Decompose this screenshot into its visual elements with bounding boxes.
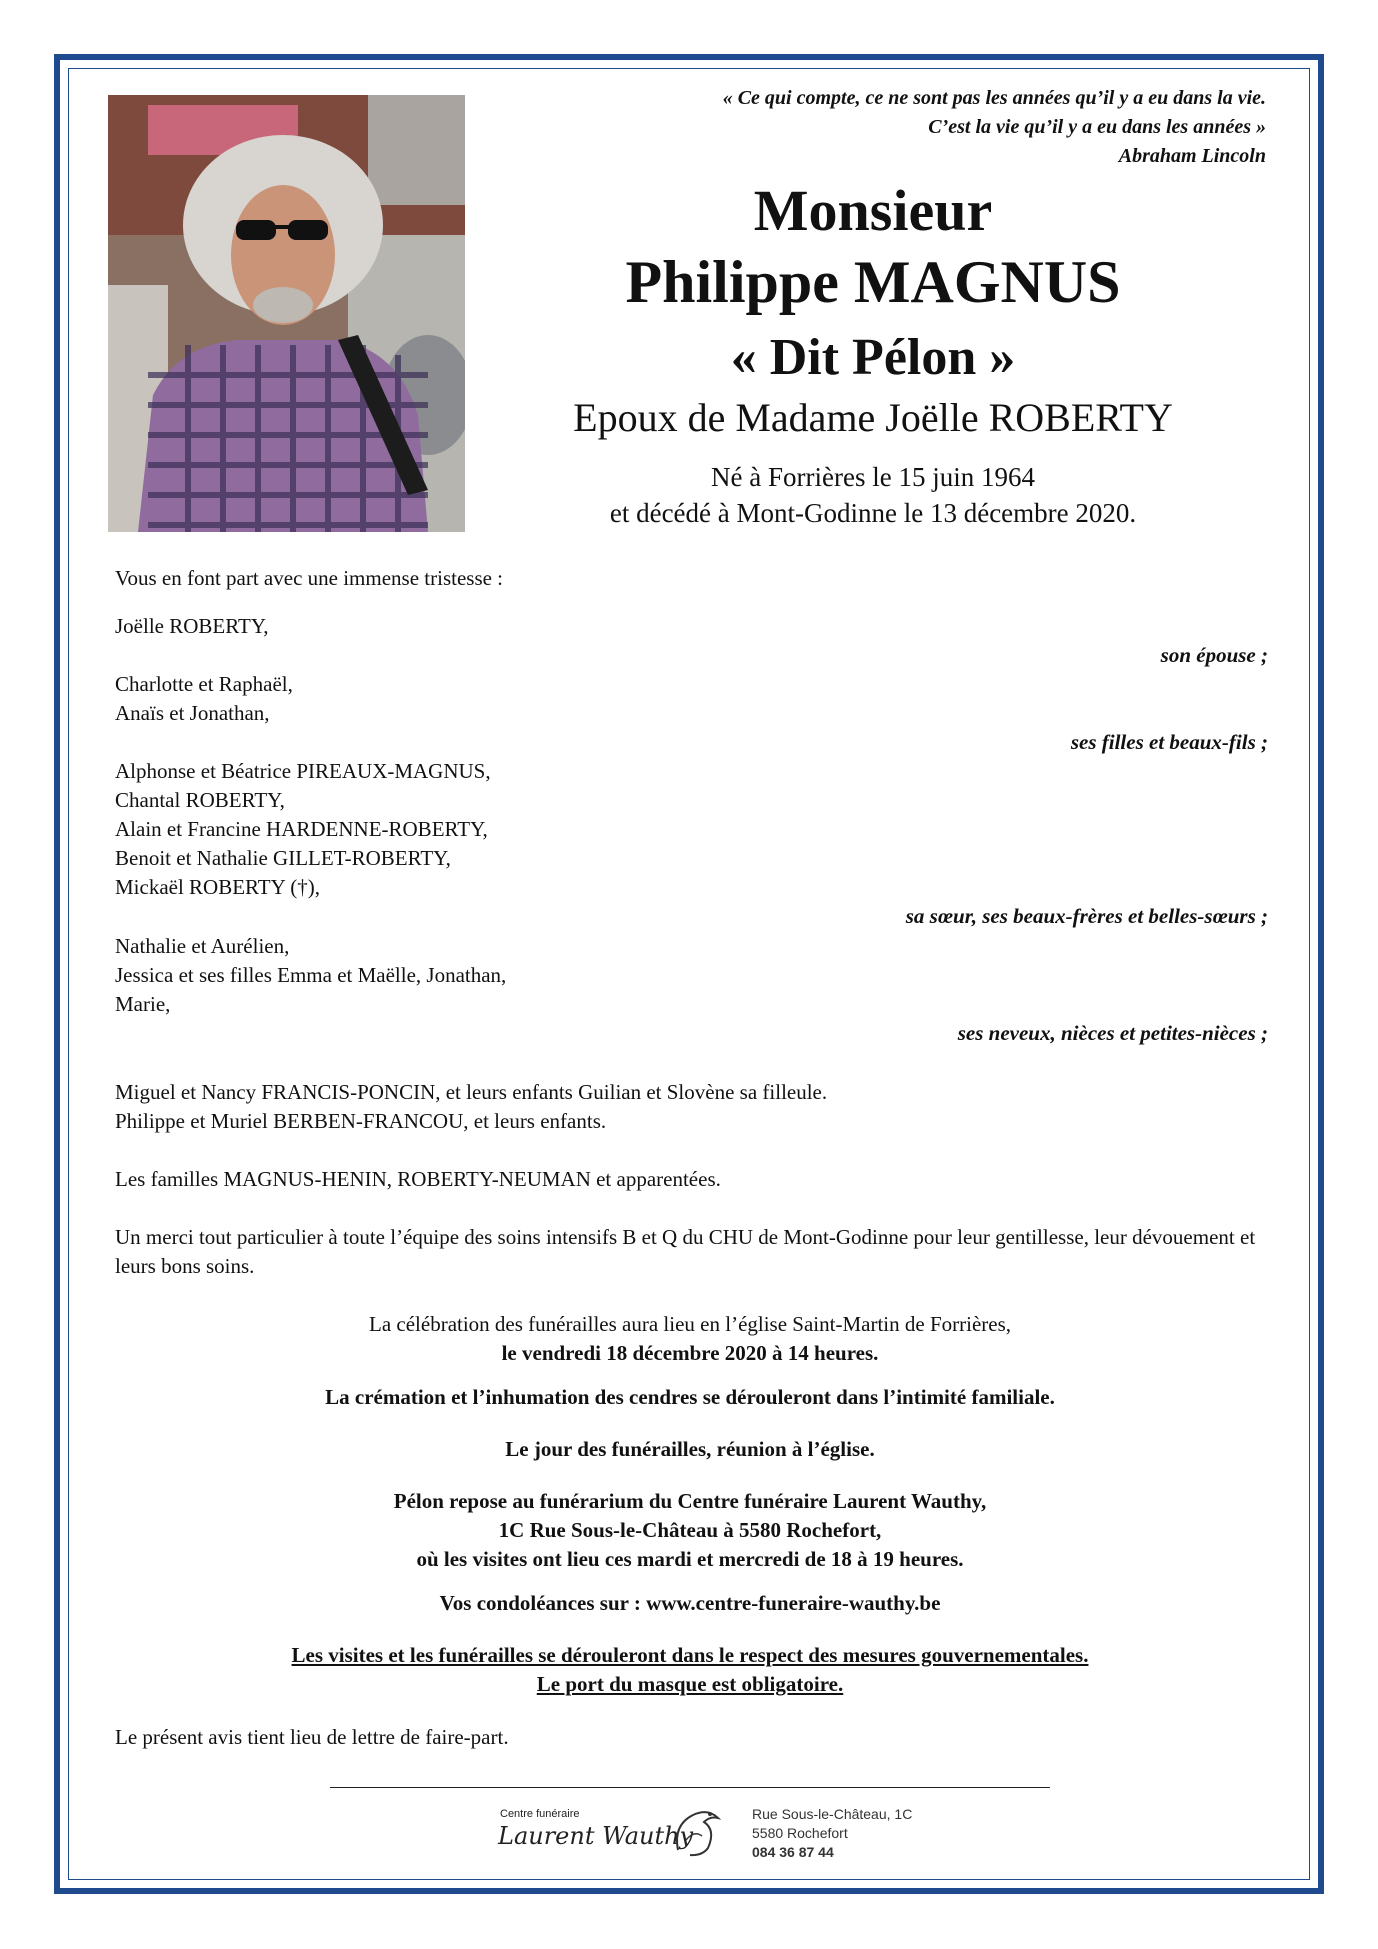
closing-line: Le présent avis tient lieu de lettre de faire-part. — [115, 1725, 509, 1749]
footer-address — [752, 1805, 912, 1862]
spouse-line: Epoux de Madame Joëlle ROBERTY — [573, 395, 1173, 440]
family-name: Anaïs et Jonathan, — [115, 701, 270, 725]
friends-line: Philippe et Muriel BERBEN-FRANCOU, et leurs enfants. — [115, 1109, 607, 1133]
family-name: Alain et Francine HARDENNE-ROBERTY, — [115, 817, 488, 841]
funerarium-line: 1C Rue Sous-le-Château à 5580 Rochefort, — [498, 1518, 882, 1542]
thanks-paragraph: Un merci tout particulier à toute l’équipe des soins intensifs B et Q du CHU de Mont-Godinne pour leur gentillesse, leur dévouement et leurs bons soins. — [115, 1225, 1256, 1278]
funerarium-block — [115, 1487, 1265, 1574]
relation-label: son épouse ; — [1160, 643, 1268, 667]
relation-label: sa sœur, ses beaux-frères et belles-sœurs ; — [905, 904, 1268, 928]
intro-text: Vous en font part avec une immense tristesse : — [115, 566, 504, 590]
birth-line: Né à Forrières le 15 juin 1964 — [711, 462, 1035, 492]
bird-logo-icon — [668, 1800, 726, 1860]
portrait-photo — [108, 95, 465, 532]
honorific: Monsieur — [753, 178, 993, 243]
relation-label: ses neveux, nièces et petites-nièces ; — [957, 1021, 1268, 1045]
death-line: et décédé à Mont-Godinne le 13 décembre 2020. — [609, 498, 1137, 528]
notice-line: Les visites et les funérailles se dérouleront dans le respect des mesures gouvernementales. — [291, 1643, 1089, 1667]
address-line: Rue Sous-le-Château, 1C — [752, 1806, 913, 1822]
family-name: Marie, — [115, 992, 171, 1016]
phone-number: 084 36 87 44 — [752, 1844, 834, 1860]
condolences-line: Vos condoléances sur : www.centre-funeraire-wauthy.be — [439, 1591, 941, 1615]
address-line: 5580 Rochefort — [752, 1825, 848, 1841]
family-name: Chantal ROBERTY, — [115, 788, 285, 812]
notice-block — [115, 1641, 1265, 1699]
family-name: Alphonse et Béatrice PIREAUX-MAGNUS, — [115, 759, 491, 783]
family-name: Joëlle ROBERTY, — [115, 614, 269, 638]
family-name: Nathalie et Aurélien, — [115, 934, 290, 958]
dates-block — [480, 459, 1266, 531]
family-name: Benoit et Nathalie GILLET-ROBERTY, — [115, 846, 451, 870]
quote-line-1: « Ce qui compte, ce ne sont pas les années qu’il y a eu dans la vie. — [722, 87, 1266, 109]
nickname: « Dit Pélon » — [730, 329, 1016, 386]
ceremony-line: La célébration des funérailles aura lieu en l’église Saint-Martin de Forrières, — [369, 1312, 1011, 1336]
family-name: Mickaël ROBERTY (†), — [115, 875, 321, 899]
family-name: Charlotte et Raphaël, — [115, 672, 293, 696]
friends-line: Miguel et Nancy FRANCIS-PONCIN, et leurs enfants Guilian et Slovène sa filleule. — [115, 1080, 828, 1104]
funerarium-line: où les visites ont lieu ces mardi et mercredi de 18 à 19 heures. — [416, 1547, 964, 1571]
ceremony-date: le vendredi 18 décembre 2020 à 14 heures. — [501, 1341, 879, 1365]
signature-divider — [330, 1787, 1050, 1788]
family-name: Jessica et ses filles Emma et Maëlle, Jonathan, — [115, 963, 507, 987]
families-line: Les familles MAGNUS-HENIN, ROBERTY-NEUMAN et apparentées. — [115, 1167, 721, 1191]
ceremony-block — [115, 1310, 1265, 1368]
cremation-line: La crémation et l’inhumation des cendres se dérouleront dans l’intimité familiale. — [325, 1385, 1055, 1409]
deceased-name: Philippe MAGNUS — [625, 249, 1121, 315]
quote-line-2: C’est la vie qu’il y a eu dans les années » — [928, 116, 1266, 138]
logo-caption: Centre funéraire — [500, 1808, 580, 1820]
quote-author: Abraham Lincoln — [1118, 145, 1266, 167]
relation-label: ses filles et beaux-fils ; — [1070, 730, 1268, 754]
logo-name: Laurent Wauthy — [498, 1822, 694, 1850]
funerarium-line: Pélon repose au funérarium du Centre funéraire Laurent Wauthy, — [393, 1489, 987, 1513]
quote-block — [480, 84, 1266, 171]
notice-line: Le port du masque est obligatoire. — [536, 1672, 844, 1696]
meeting-line: Le jour des funérailles, réunion à l’église. — [505, 1437, 875, 1461]
